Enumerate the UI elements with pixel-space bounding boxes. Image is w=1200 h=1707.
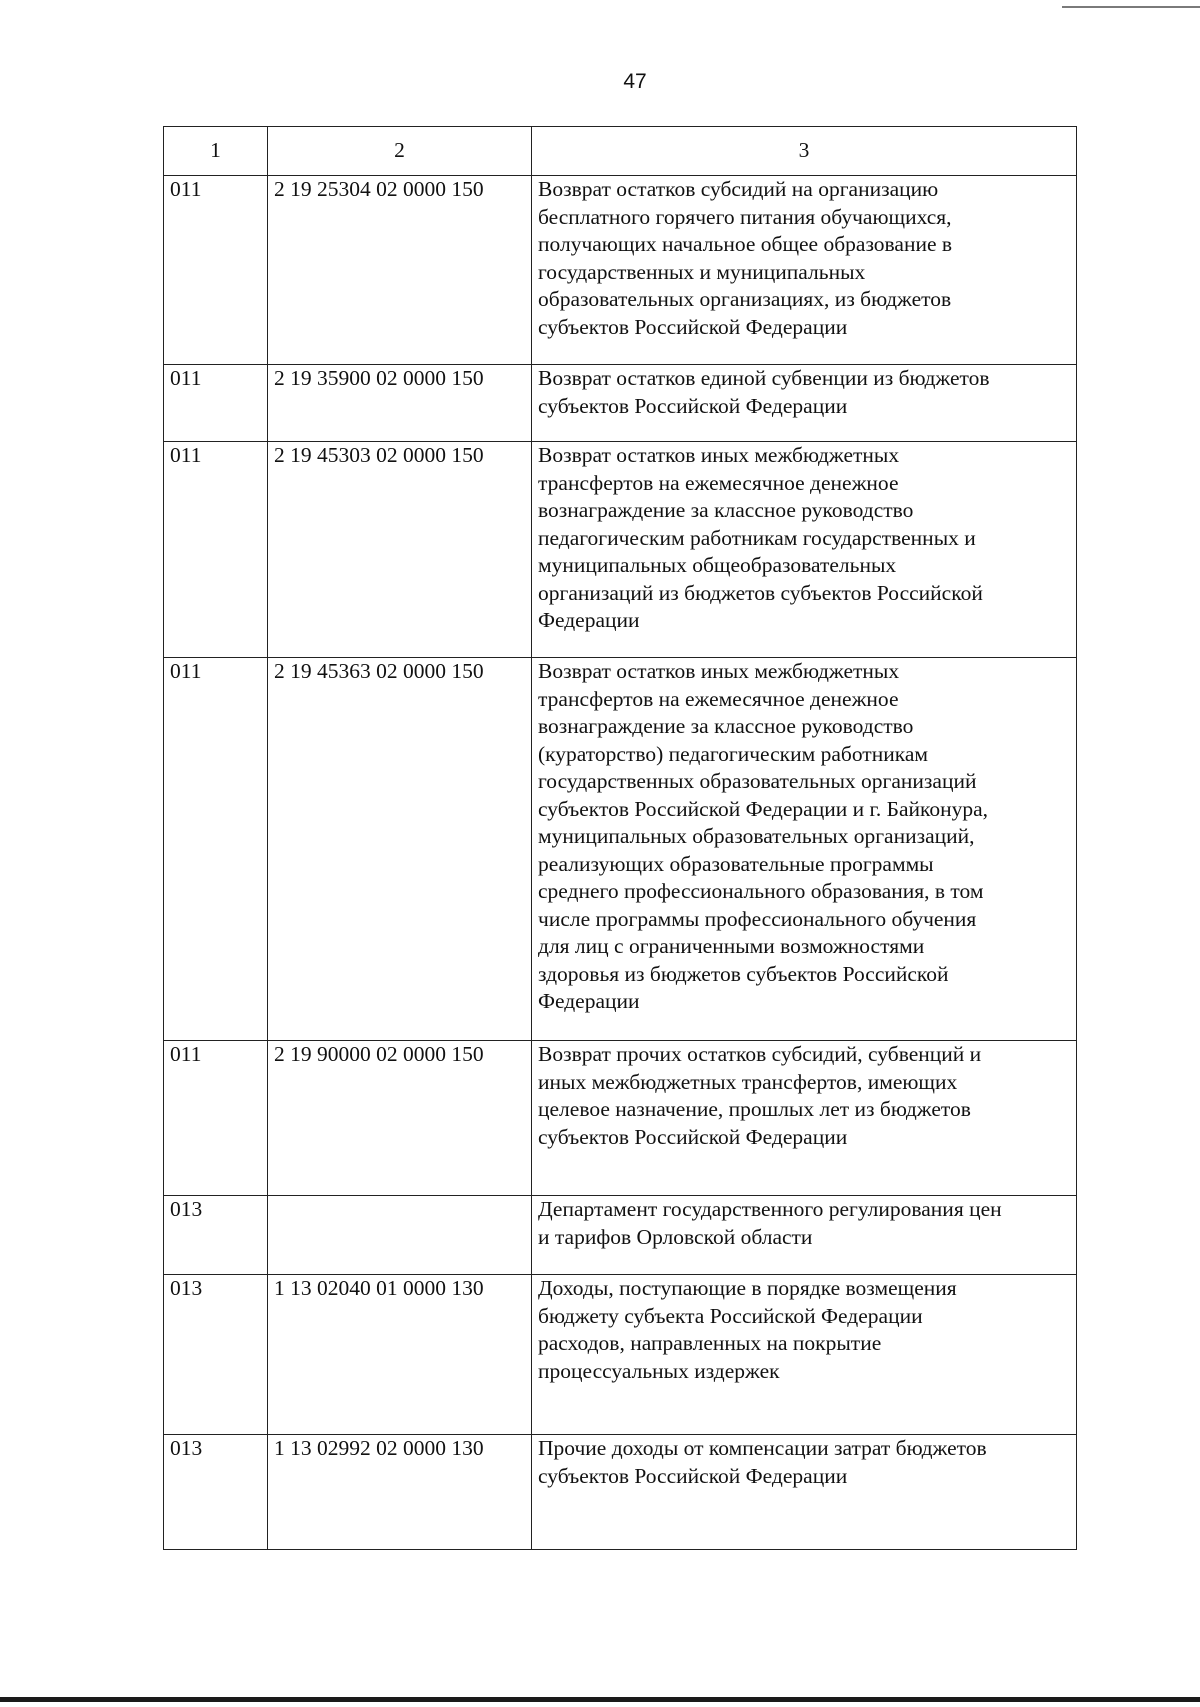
description-line: муниципальных образовательных организаций, bbox=[538, 824, 975, 848]
admin-code-cell: 013 bbox=[164, 1435, 268, 1550]
description-line: целевое назначение, прошлых лет из бюджетов bbox=[538, 1097, 971, 1121]
description-line: Прочие доходы от компенсации затрат бюджетов bbox=[538, 1436, 987, 1460]
description-line: (кураторство) педагогическим работникам bbox=[538, 741, 928, 766]
top-rule bbox=[1062, 6, 1200, 8]
description-line: Возврат остатков субсидий на организацию bbox=[538, 177, 939, 201]
admin-code-cell: 013 bbox=[164, 1275, 268, 1435]
description-line: среднего профессионального образования, в том bbox=[538, 879, 984, 903]
budget-code-cell: 2 19 45303 02 0000 150 bbox=[268, 442, 532, 658]
description-line: получающих начальное общее образование в bbox=[538, 232, 953, 256]
table-row bbox=[164, 176, 1077, 365]
admin-code-cell: 011 bbox=[164, 658, 268, 1041]
description-line: бюджету субъекта Российской Федерации bbox=[538, 1303, 923, 1328]
budget-code-cell: 2 19 45363 02 0000 150 bbox=[268, 658, 532, 1041]
description-line: педагогическим работникам государственных и bbox=[538, 525, 976, 550]
column-header-3: 3 bbox=[532, 127, 1077, 176]
column-header-1: 1 bbox=[164, 127, 268, 176]
table-row bbox=[164, 1435, 1077, 1550]
bottom-rule bbox=[0, 1697, 1200, 1702]
description-line: вознаграждение за классное руководство bbox=[538, 498, 914, 522]
table-row bbox=[164, 1196, 1077, 1275]
budget-code-cell bbox=[268, 1196, 532, 1275]
description-line: иных межбюджетных трансфертов, имеющих bbox=[538, 1069, 958, 1094]
description-line: процессуальных издержек bbox=[538, 1358, 780, 1383]
column-header-2: 2 bbox=[268, 127, 532, 176]
description-cell bbox=[532, 1435, 1077, 1550]
description-line: образовательных организациях, из бюджетов bbox=[538, 287, 952, 311]
description-line: числе программы профессионального обучения bbox=[538, 906, 977, 931]
description-line: реализующих образовательные программы bbox=[538, 851, 934, 876]
description-line: трансфертов на ежемесячное денежное bbox=[538, 470, 899, 495]
budget-code-cell: 1 13 02992 02 0000 130 bbox=[268, 1435, 532, 1550]
admin-code-cell: 013 bbox=[164, 1196, 268, 1275]
description-cell bbox=[532, 442, 1077, 658]
admin-code-cell: 011 bbox=[164, 176, 268, 365]
budget-code-cell: 2 19 90000 02 0000 150 bbox=[268, 1041, 532, 1196]
description-cell bbox=[532, 658, 1077, 1041]
description-line: трансфертов на ежемесячное денежное bbox=[538, 686, 899, 711]
budget-code-cell: 1 13 02040 01 0000 130 bbox=[268, 1275, 532, 1435]
description-line: Возврат остатков единой субвенции из бюджетов bbox=[538, 366, 990, 390]
description-line: субъектов Российской Федерации и г. Байконура, bbox=[538, 796, 989, 821]
description-line: расходов, направленных на покрытие bbox=[538, 1331, 882, 1355]
description-line: Федерации bbox=[538, 608, 640, 632]
description-cell bbox=[532, 1275, 1077, 1435]
description-line: Федерации bbox=[538, 989, 640, 1013]
revenue-codes-table bbox=[163, 126, 1077, 1550]
table-row bbox=[164, 658, 1077, 1041]
description-line: бесплатного горячего питания обучающихся, bbox=[538, 204, 952, 229]
description-cell bbox=[532, 365, 1077, 442]
description-line: Возврат остатков иных межбюджетных bbox=[538, 659, 900, 683]
table-header-row bbox=[164, 127, 1077, 176]
description-line: субъектов Российской Федерации bbox=[538, 1124, 848, 1149]
description-line: организаций из бюджетов субъектов Российской bbox=[538, 580, 983, 605]
description-line: вознаграждение за классное руководство bbox=[538, 714, 914, 738]
description-line: муниципальных общеобразовательных bbox=[538, 553, 897, 577]
description-line: Возврат прочих остатков субсидий, субвенций и bbox=[538, 1042, 982, 1066]
description-cell bbox=[532, 176, 1077, 365]
table-body bbox=[164, 176, 1077, 1550]
description-line: Департамент государственного регулирования цен bbox=[538, 1197, 1002, 1221]
description-line: Доходы, поступающие в порядке возмещения bbox=[538, 1276, 957, 1300]
page-number: 47 bbox=[623, 70, 647, 93]
description-line: и тарифов Орловской области bbox=[538, 1224, 813, 1249]
description-line: здоровья из бюджетов субъектов Российской bbox=[538, 961, 949, 986]
description-line: для лиц с ограниченными возможностями bbox=[538, 934, 925, 958]
description-line: Возврат остатков иных межбюджетных bbox=[538, 443, 900, 467]
description-line: субъектов Российской Федерации bbox=[538, 1463, 848, 1488]
description-line: государственных и муниципальных bbox=[538, 259, 866, 284]
budget-code-cell: 2 19 35900 02 0000 150 bbox=[268, 365, 532, 442]
description-line: государственных образовательных организаций bbox=[538, 769, 977, 793]
budget-code-cell: 2 19 25304 02 0000 150 bbox=[268, 176, 532, 365]
description-cell bbox=[532, 1196, 1077, 1275]
table-row bbox=[164, 1275, 1077, 1435]
admin-code-cell: 011 bbox=[164, 365, 268, 442]
table-row bbox=[164, 1041, 1077, 1196]
admin-code-cell: 011 bbox=[164, 1041, 268, 1196]
description-cell bbox=[532, 1041, 1077, 1196]
table-row bbox=[164, 442, 1077, 658]
table-row bbox=[164, 365, 1077, 442]
description-line: субъектов Российской Федерации bbox=[538, 393, 848, 418]
admin-code-cell: 011 bbox=[164, 442, 268, 658]
description-line: субъектов Российской Федерации bbox=[538, 314, 848, 339]
